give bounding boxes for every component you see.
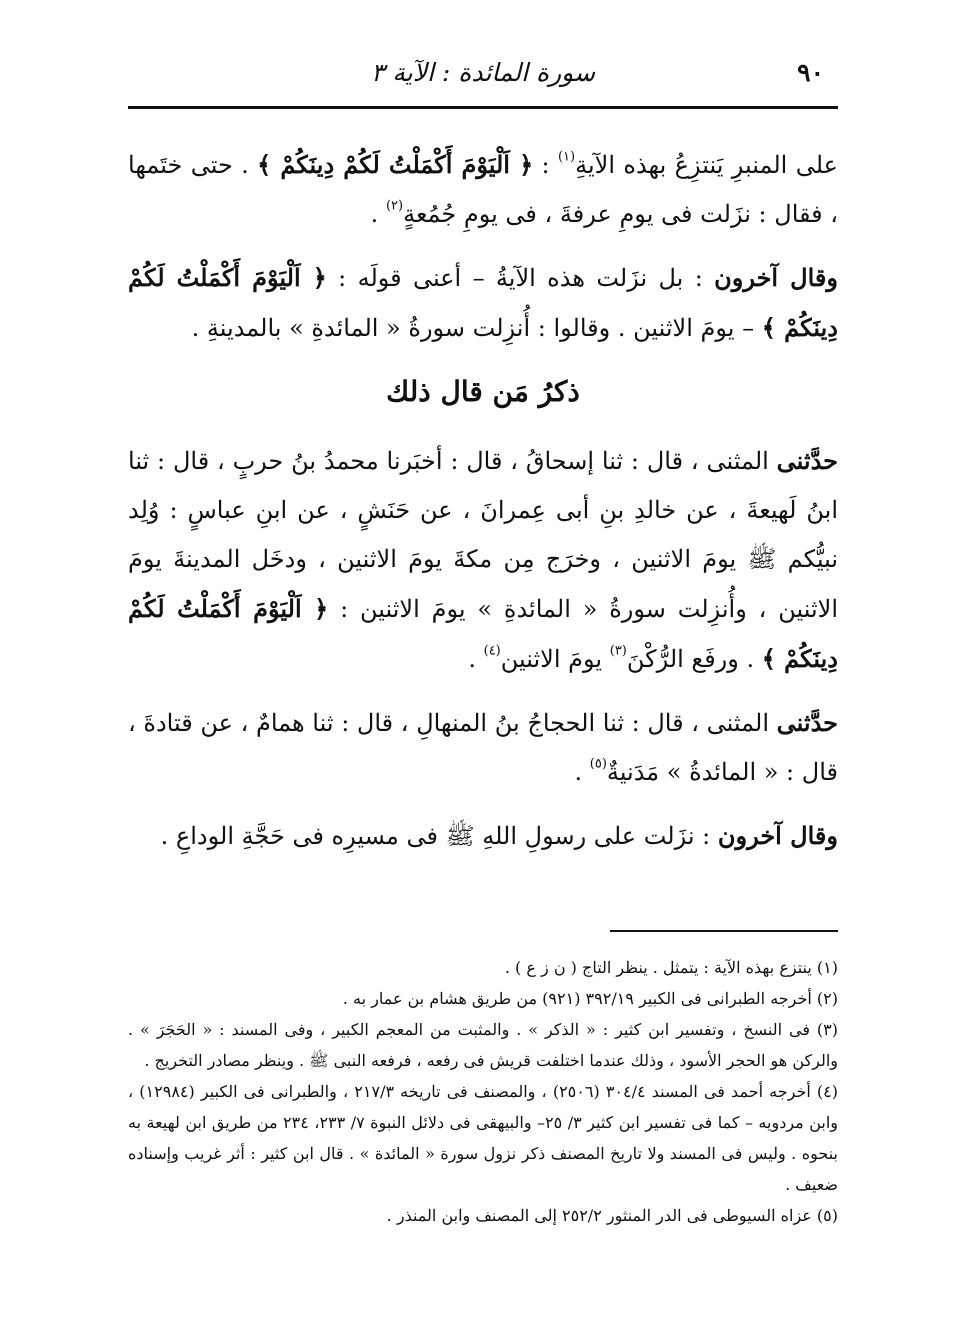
footnote-3: (٣) فى النسخ ، وتفسير ابن كثير : « الذكر » . والمثبت من المعجم الكبير ، وفى المسند : « الحَجَرَ » . والركن هو الحجر الأسود ، وذلك عندما اختلفت قريش فى رفعه ، فرفعه النبى ﷺ . وينظر مصادر التخريج . [128, 1020, 838, 1070]
footnote-rule [610, 930, 838, 932]
page-number: ٩٠ [797, 58, 824, 87]
text: – يومَ الاثنين . وقالوا : أُنزِلت سورةُ « المائدةِ » بالمدينةِ . [191, 314, 762, 342]
paragraph-5 [128, 811, 838, 861]
footnote-5: (٥) عزاه السيوطى فى الدر المنثور ٢٥٢/٢ إلى المصنف وابن المنذر . [386, 1206, 838, 1225]
lead-phrase: وقال آخرون [717, 821, 838, 850]
text: . [574, 758, 590, 786]
paragraph-4 [128, 698, 838, 797]
ornate-bracket-close: ﴾ [257, 150, 272, 179]
quran-verse: اَلْيَوْمَ أَكْمَلْتُ لَكُمْ دِينَكُمْ [128, 263, 838, 342]
footnote-ref: (٢) [385, 198, 404, 214]
ornate-bracket-close: ﴾ [761, 313, 776, 342]
text: على المنبرِ يَنتزِعُ بهذه الآيةِ [575, 151, 838, 179]
footnote-1: (١) ينتزع بهذه الآية : يتمثل . ينظر التاج ( ن ز ع ) . [504, 958, 838, 977]
lead-phrase: حدَّثنى [776, 446, 838, 475]
text: . ورفَع الرُّكْنَ [626, 645, 762, 673]
main-text [128, 140, 838, 875]
footnote-ref: (٤) [483, 643, 501, 659]
text: : نزَلت على رسولِ اللهِ ﷺ فى مسيرِه فى حَجَّةِ الوداعِ . [160, 822, 718, 850]
ornate-bracket-open: ﴿ [314, 594, 329, 623]
footnote-ref: (٣) [609, 643, 627, 659]
text: المثنى ، قال : ثنا الحجاجُ بنُ المنهالِ ، قال : ثنا همامٌ ، عن قتادةَ ، قال : « المائدةُ » مَدَنيةٌ [128, 709, 838, 786]
footnote-ref: (١) [557, 149, 576, 165]
footnote-ref: (٥) [589, 756, 607, 772]
quran-verse: اَلْيَوْمَ أَكْمَلْتُ لَكُمْ دِينَكُمْ [271, 150, 520, 179]
text: يومَ الاثنين [500, 645, 610, 673]
ornate-bracket-open: ﴿ [519, 150, 534, 179]
footnotes [128, 952, 838, 1231]
ornate-bracket-close: ﴾ [761, 644, 776, 673]
header-rule [128, 106, 838, 109]
lead-phrase: حدَّثنى [776, 708, 838, 737]
running-header [128, 50, 838, 110]
quran-verse: اَلْيَوْمَ أَكْمَلْتُ لَكُمْ دِينَكُمْ [128, 594, 838, 673]
ornate-bracket-open: ﴿ [312, 263, 327, 292]
text: . [370, 200, 386, 228]
text: . [468, 645, 484, 673]
paragraph-2 [128, 253, 838, 353]
footnote-2: (٢) أخرجه الطبرانى فى الكبير ٣٩٢/١٩ (٩٢١) من طريق هشام بن عمار به . [342, 989, 838, 1008]
text: . حتى ختَمها ، فقال : نزَلت فى يومِ عرفةَ ، فى يومِ جُمُعةٍ [128, 151, 838, 228]
section-heading: ذكرُ مَن قال ذلك [386, 375, 580, 408]
paragraph-1 [128, 140, 838, 239]
text: المثنى ، قال : ثنا إسحاقُ ، قال : أخبَرنا محمدُ بنُ حربٍ ، قال : ثنا ابنُ لَهيعةَ ، عن خالدِ بنِ أبى عِمرانَ ، عن حَنَشٍ ، عن ابنِ عباسٍ : وُلِد نبيُّكم ﷺ يومَ الاثنين ، وخرَج مِن مكةَ يومَ الاثنين ، ودخَل المدينةَ يومَ الاثنين ، وأُنزِلت سورةُ « المائدةِ » يومَ الاثنين : [128, 447, 838, 623]
footnote-4: (٤) أخرجه أحمد فى المسند ٣٠٤/٤ (٢٥٠٦) ، والمصنف فى تاريخه ٢١٧/٣ ، والطبرانى فى الكبير (١٢٩٨٤) ، وابن مردويه – كما فى تفسير ابن كثير ٣/ ٢٥– والبيهقى فى دلائل النبوة ٧/ ٢٣٣، ٢٣٤ من طريق ابن لهيعة به بنحوه . وليس فى المسند ولا تاريخ المصنف ذكر نزول سورة « المائدة » . قال ابن كثير : أثر غريب وإسناده ضعيف . [128, 1082, 839, 1194]
text: : [533, 151, 558, 179]
running-title: سورة المائدة : الآية ٣ [370, 58, 596, 87]
paragraph-3 [128, 436, 838, 684]
lead-phrase: وقال آخرون [714, 263, 838, 292]
text: : بل نزَلت هذه الآيةُ – أعنى قولَه : [326, 264, 715, 292]
